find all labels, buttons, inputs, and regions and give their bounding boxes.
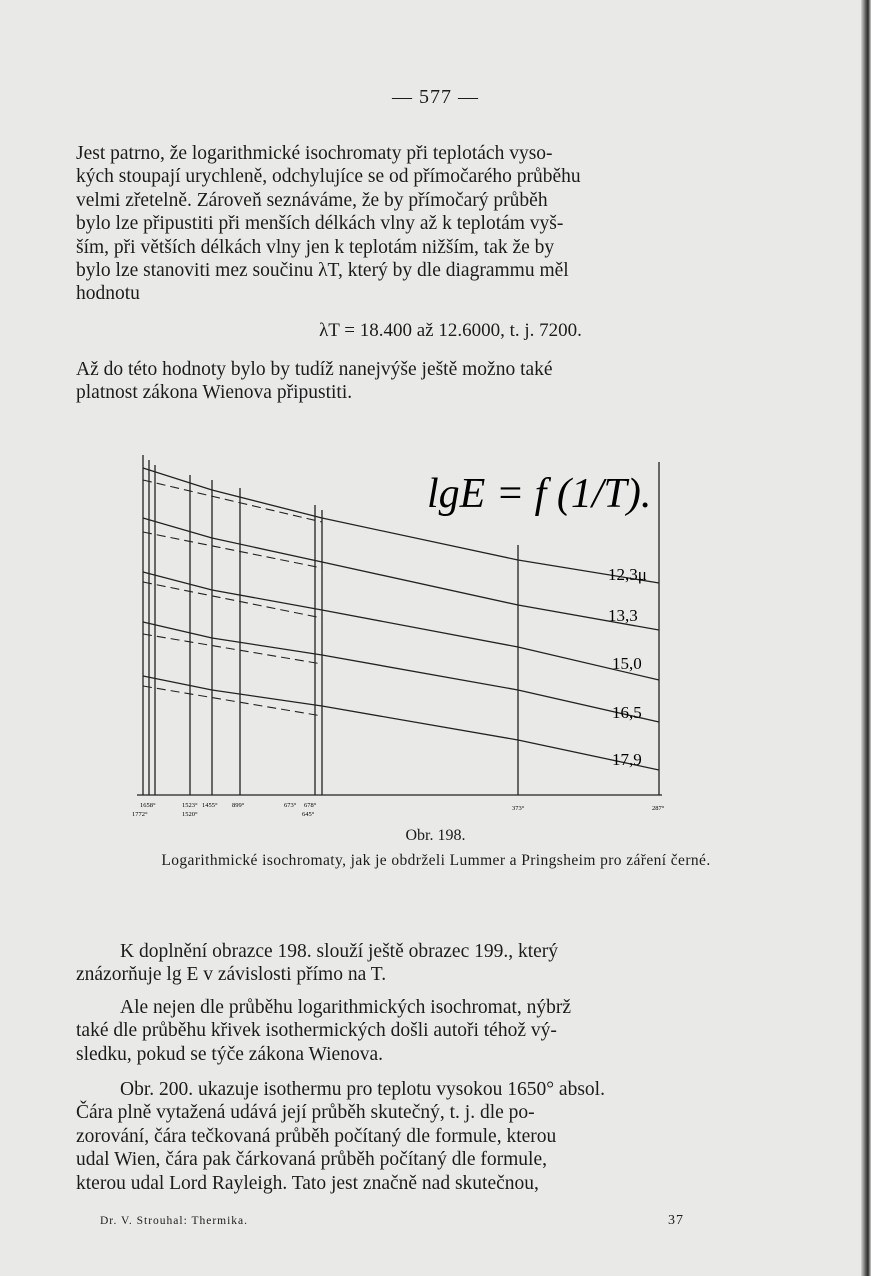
text-line: ším, při větších délkách vlny jen k teplotám nižším, tak že by	[76, 236, 555, 258]
axis-label: 1772°	[132, 811, 148, 818]
curve-label: 12,3μ	[608, 565, 647, 584]
text-line: Jest patrno, že logarithmické isochromaty při teplotách vyso-	[76, 143, 553, 164]
paragraph-4	[76, 996, 728, 1066]
text-line: bylo lze připustiti při menších délkách vlny až k teplotám vyš-	[76, 213, 564, 235]
curve-dashed	[143, 634, 322, 664]
text-line: hodnotu	[76, 283, 140, 305]
curve-dashed	[143, 480, 322, 522]
axis-label: 1658°	[140, 802, 156, 809]
page-footer	[100, 1215, 684, 1227]
text-line: zorování, čára tečkovaná průběh počítaný dle formule, kterou	[76, 1125, 557, 1147]
page-edge	[861, 0, 871, 1276]
curve-dashed	[143, 582, 322, 618]
figure-caption-text: Logarithmické isochromaty, jak je obdrželi Lummer a Pringsheim pro záření černé.	[161, 852, 711, 869]
curve-solid	[143, 622, 659, 722]
axis-label: 899°	[232, 802, 245, 809]
sheet-number: 37	[668, 1213, 684, 1228]
paragraph-5	[76, 1078, 728, 1195]
curve-solid	[143, 572, 659, 680]
text-line: udal Wien, čára pak čárkovaná průběh počítaný dle formule,	[76, 1149, 547, 1171]
text-line: také dle průběhu křivek isothermických došli autoři téhož vý-	[76, 1020, 557, 1042]
text-line: K doplnění obrazce 198. slouží ještě obrazec 199., který	[120, 941, 559, 962]
axis-label: 673°	[284, 802, 297, 809]
curve-label: 13,3	[608, 606, 638, 625]
axis-label: 645°	[302, 811, 315, 818]
figure-caption-title: Obr. 198.	[405, 827, 466, 844]
text-line: velmi zřetelně. Zároveň seznáváme, že by přímočarý průběh	[76, 189, 548, 211]
curve-label: 15,0	[612, 654, 642, 673]
text-line: platnost zákona Wienova připustiti.	[76, 382, 353, 404]
formula-lambda-t: λT = 18.400 až 12.6000, t. j. 7200.	[319, 320, 582, 341]
text-line: kterou udal Lord Rayleigh. Tato jest značně nad skutečnou,	[76, 1172, 539, 1194]
axis-label: 678°	[304, 802, 317, 809]
axis-label: 1455°	[202, 802, 218, 809]
page-number: — 577 —	[392, 86, 479, 108]
text-line: Obr. 200. ukazuje isothermu pro teplotu vysokou 1650° absol.	[120, 1079, 605, 1100]
text-line: sledku, pokud se týče zákona Wienova.	[76, 1043, 383, 1065]
axis-label: 1520°	[182, 811, 198, 818]
axis-label: 287°	[652, 805, 665, 812]
axis-label: 373°	[512, 805, 525, 812]
axis-label: 1523°	[182, 802, 198, 809]
curve-dashed	[143, 686, 322, 716]
text-line: Čára plně vytažená udává její průběh skutečný, t. j. dle po-	[76, 1102, 535, 1124]
text-line: Ale nejen dle průběhu logarithmických isochromat, nýbrž	[120, 997, 572, 1018]
text-line: bylo lze stanoviti mez součinu λT, který by dle diagrammu měl	[76, 260, 569, 282]
text-line: znázorňuje lg E v závislosti přímo na T.	[76, 964, 387, 986]
figure-title-formula: lgE = f (1/T).	[427, 471, 652, 517]
isochromat-diagram	[132, 450, 672, 825]
curve-dashed	[143, 532, 322, 568]
text-line: kých stoupají urychleně, odchylujíce se od přímočarého průběhu	[76, 166, 581, 188]
curve-label: 17,9	[612, 750, 642, 769]
footer-author: Dr. V. Strouhal: Thermika.	[100, 1215, 249, 1227]
paragraph-3	[76, 940, 728, 987]
paragraph-2	[76, 358, 728, 405]
paragraph-1	[76, 142, 728, 306]
curve-label: 16,5	[612, 703, 642, 722]
text-line: Až do této hodnoty bylo by tudíž nanejvýše ještě možno také	[76, 359, 553, 380]
curve-solid	[143, 676, 659, 770]
